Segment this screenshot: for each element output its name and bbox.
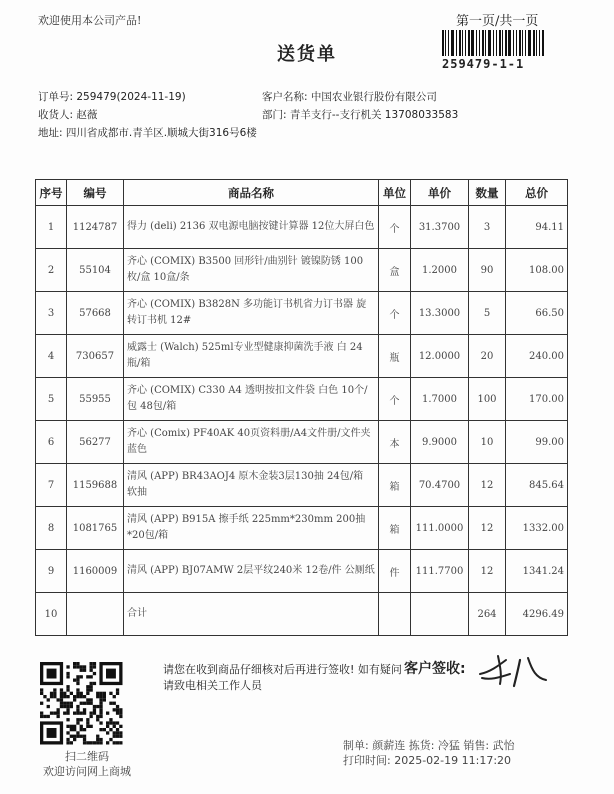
row-code: 1081765 bbox=[67, 507, 124, 550]
welcome-text: 欢迎使用本公司产品! bbox=[38, 14, 142, 27]
row-unit-price: 111.0000 bbox=[411, 507, 469, 550]
print-time: 打印时间: 2025-02-19 11:17:20 bbox=[343, 754, 512, 767]
row-code: 55955 bbox=[67, 378, 124, 421]
receiver-name: 收货人: 赵薇 bbox=[38, 109, 98, 121]
header-unit: 单位 bbox=[379, 180, 411, 206]
row-total: 66.50 bbox=[506, 292, 568, 335]
table-header-row bbox=[36, 180, 568, 206]
row-unit: 个 bbox=[379, 206, 411, 249]
row-seq: 9 bbox=[36, 550, 67, 593]
row-quantity: 90 bbox=[469, 249, 506, 292]
table-row bbox=[36, 464, 568, 507]
row-total: 845.64 bbox=[506, 464, 568, 507]
row-product-name: 齐心 (COMIX) B3828N 多功能订书机省力订书器 旋转订书机 12# bbox=[124, 292, 379, 335]
header-unit-price: 单价 bbox=[411, 180, 469, 206]
row-seq: 4 bbox=[36, 335, 67, 378]
row-unit-price: 31.3700 bbox=[411, 206, 469, 249]
department: 部门: 青羊支行--支行机关 13708033583 bbox=[262, 109, 459, 121]
summary-unit-empty bbox=[379, 593, 411, 636]
summary-total: 4296.49 bbox=[506, 593, 568, 636]
row-total: 99.00 bbox=[506, 421, 568, 464]
row-product-name: 得力 (deli) 2136 双电源电脑按键计算器 12位大屏白色 bbox=[124, 206, 379, 249]
row-quantity: 100 bbox=[469, 378, 506, 421]
table-row bbox=[36, 550, 568, 593]
sign-notice: 请您在收到商品仔细核对后再进行签收! 如有疑问请致电相关工作人员 bbox=[163, 663, 402, 692]
row-unit: 箱 bbox=[379, 507, 411, 550]
summary-code-empty bbox=[67, 593, 124, 636]
staff-info: 制单: 颜薪连 拣货: 冷猛 销售: 武怡 bbox=[343, 739, 515, 752]
row-code: 1159688 bbox=[67, 464, 124, 507]
row-quantity: 20 bbox=[469, 335, 506, 378]
summary-label: 合计 bbox=[124, 593, 379, 636]
table-row bbox=[36, 206, 568, 249]
header-product-name: 商品名称 bbox=[124, 180, 379, 206]
row-product-name: 威露士 (Walch) 525ml专业型健康抑菌洗手液 白 24瓶/箱 bbox=[124, 335, 379, 378]
barcode bbox=[442, 30, 546, 56]
row-code: 57668 bbox=[67, 292, 124, 335]
header-seq: 序号 bbox=[36, 180, 67, 206]
row-quantity: 12 bbox=[469, 550, 506, 593]
row-code: 56277 bbox=[67, 421, 124, 464]
row-unit: 盒 bbox=[379, 249, 411, 292]
row-unit-price: 111.7700 bbox=[411, 550, 469, 593]
row-seq: 6 bbox=[36, 421, 67, 464]
row-unit-price: 12.0000 bbox=[411, 335, 469, 378]
row-unit: 瓶 bbox=[379, 335, 411, 378]
summary-row bbox=[36, 593, 568, 636]
row-code: 730657 bbox=[67, 335, 124, 378]
row-product-name: 清风 (APP) BR43AOJ4 原木金装3层130抽 24包/箱 软抽 bbox=[124, 464, 379, 507]
row-code: 1160009 bbox=[67, 550, 124, 593]
header-quantity: 数量 bbox=[469, 180, 506, 206]
row-product-name: 齐心 (Comix) PF40AK 40页资料册/A4文件册/文件夹 蓝色 bbox=[124, 421, 379, 464]
row-unit-price: 70.4700 bbox=[411, 464, 469, 507]
row-unit: 本 bbox=[379, 421, 411, 464]
row-total: 94.11 bbox=[506, 206, 568, 249]
table-row bbox=[36, 292, 568, 335]
row-code: 1124787 bbox=[67, 206, 124, 249]
row-seq: 2 bbox=[36, 249, 67, 292]
customer-name: 客户名称: 中国农业银行股份有限公司 bbox=[262, 91, 437, 103]
qr-caption-line2: 欢迎访问网上商城 bbox=[43, 765, 131, 778]
row-seq: 7 bbox=[36, 464, 67, 507]
row-product-name: 清风 (APP) B915A 擦手纸 225mm*230mm 200抽*20包/箱 bbox=[124, 507, 379, 550]
summary-seq: 10 bbox=[36, 593, 67, 636]
row-total: 170.00 bbox=[506, 378, 568, 421]
header-total: 总价 bbox=[506, 180, 568, 206]
summary-quantity: 264 bbox=[469, 593, 506, 636]
table-row bbox=[36, 249, 568, 292]
qr-caption bbox=[32, 749, 142, 779]
row-unit-price: 9.9000 bbox=[411, 421, 469, 464]
items-table bbox=[35, 179, 568, 636]
row-quantity: 5 bbox=[469, 292, 506, 335]
handwritten-signature bbox=[476, 648, 556, 688]
row-unit-price: 13.3000 bbox=[411, 292, 469, 335]
row-quantity: 10 bbox=[469, 421, 506, 464]
row-total: 240.00 bbox=[506, 335, 568, 378]
barcode-text: 259479-1-1 bbox=[442, 57, 525, 71]
row-quantity: 3 bbox=[469, 206, 506, 249]
table-row bbox=[36, 507, 568, 550]
row-quantity: 12 bbox=[469, 464, 506, 507]
row-product-name: 清风 (APP) BJ07AMW 2层平纹240米 12卷/件 公厕纸 bbox=[124, 550, 379, 593]
table-row bbox=[36, 421, 568, 464]
document-title: 送货单 bbox=[277, 44, 337, 65]
row-unit: 件 bbox=[379, 550, 411, 593]
row-unit-price: 1.7000 bbox=[411, 378, 469, 421]
row-seq: 1 bbox=[36, 206, 67, 249]
order-number: 订单号: 259479(2024-11-19) bbox=[38, 91, 186, 103]
row-product-name: 齐心 (COMIX) C330 A4 透明按扣文件袋 白色 10个/包 48包/箱 bbox=[124, 378, 379, 421]
row-unit-price: 1.2000 bbox=[411, 249, 469, 292]
row-seq: 3 bbox=[36, 292, 67, 335]
qr-caption-line1: 扫二维码 bbox=[65, 750, 109, 763]
table-row bbox=[36, 335, 568, 378]
page-indicator: 第一页/共一页 bbox=[456, 14, 539, 29]
customer-sign-label: 客户签收: bbox=[404, 661, 466, 677]
summary-price-empty bbox=[411, 593, 469, 636]
row-code: 55104 bbox=[67, 249, 124, 292]
row-seq: 5 bbox=[36, 378, 67, 421]
table-row bbox=[36, 378, 568, 421]
row-total: 1332.00 bbox=[506, 507, 568, 550]
header-code: 编号 bbox=[67, 180, 124, 206]
row-total: 108.00 bbox=[506, 249, 568, 292]
row-seq: 8 bbox=[36, 507, 67, 550]
row-unit: 个 bbox=[379, 292, 411, 335]
delivery-address: 地址: 四川省成都市.青羊区.顺城大街316号6楼 bbox=[38, 127, 257, 139]
row-unit: 个 bbox=[379, 378, 411, 421]
qr-code-icon bbox=[40, 662, 130, 746]
row-quantity: 12 bbox=[469, 507, 506, 550]
row-unit: 箱 bbox=[379, 464, 411, 507]
row-total: 1341.24 bbox=[506, 550, 568, 593]
row-product-name: 齐心 (COMIX) B3500 回形针/曲别针 镀镍防锈 100枚/盒 10盒/条 bbox=[124, 249, 379, 292]
